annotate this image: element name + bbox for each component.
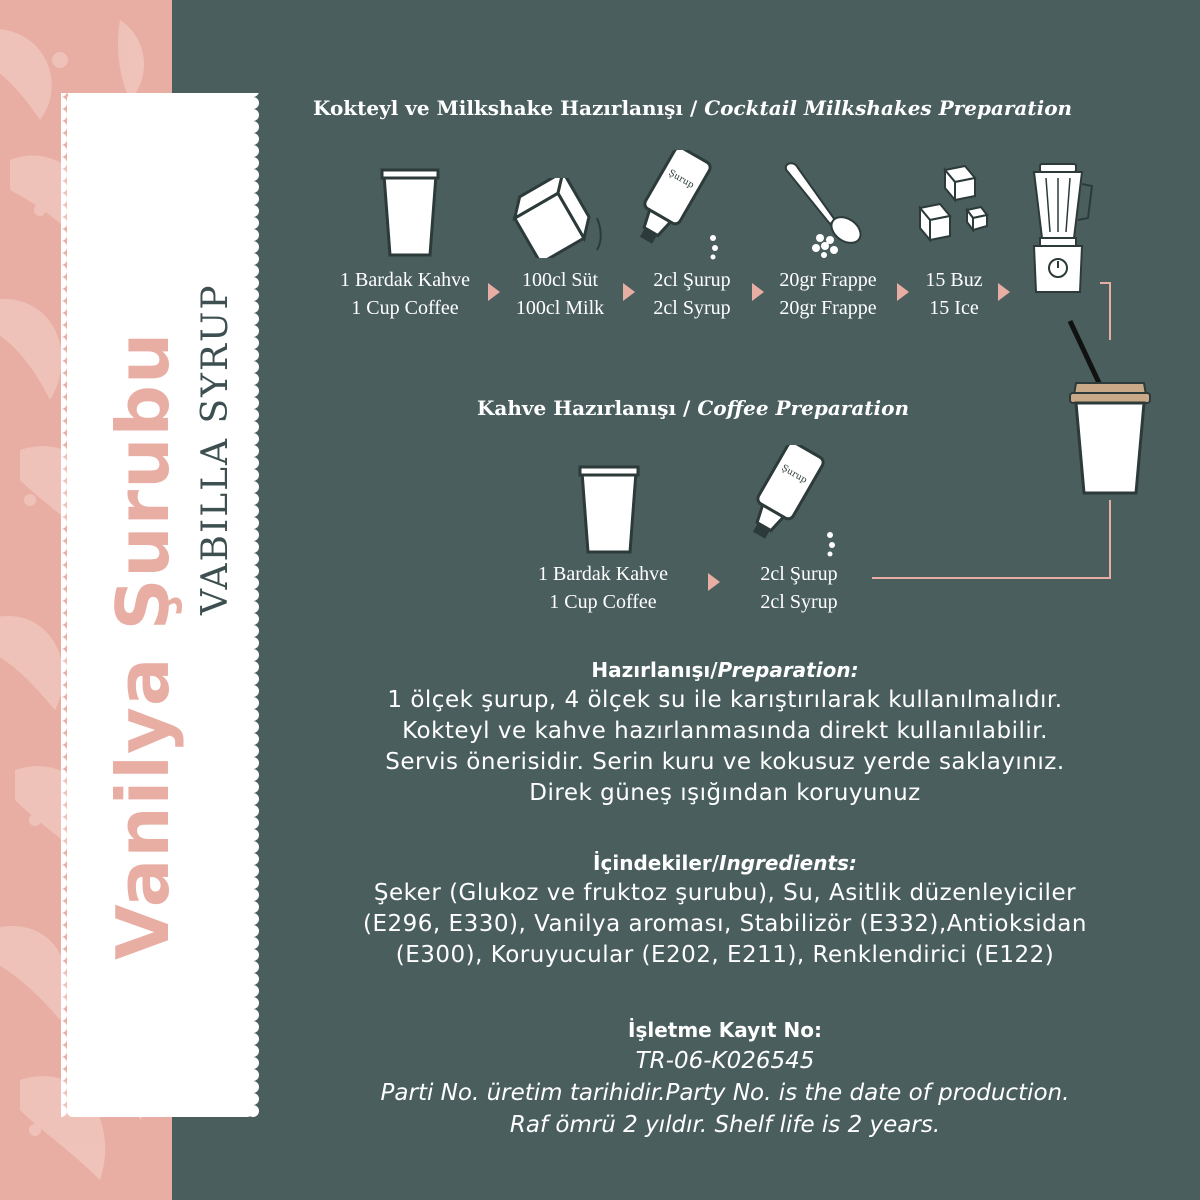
cocktail-step-2-label: 100cl Süt 100cl Milk xyxy=(515,269,605,319)
paper-cup-icon xyxy=(578,462,640,557)
registration-heading: İşletme Kayıt No: xyxy=(628,1018,822,1042)
coffee-heading-tr: Kahve Hazırlanışı / xyxy=(477,396,691,420)
preparation-section xyxy=(300,655,1150,809)
coffee-step-2-label: 2cl Şurup 2cl Syrup xyxy=(760,563,838,613)
takeaway-cup-icon xyxy=(1060,315,1160,500)
registration-section xyxy=(300,1015,1150,1141)
preparation-line: Kokteyl ve kahve hazırlanmasında direkt kullanılabilir. xyxy=(402,718,1048,744)
arrow-right-icon xyxy=(708,573,720,591)
ingredients-line: (E300), Koruyucular (E202, E211), Renklendirici (E122) xyxy=(395,942,1055,968)
ingredients-heading: İçindekiler/Ingredients: xyxy=(593,851,857,875)
preparation-line: Direk güneş ışığından koruyunuz xyxy=(529,780,921,806)
product-name: Vanilya Şurubu xyxy=(101,331,185,960)
coffee-heading xyxy=(477,396,909,420)
svg-text:Şurup: Şurup xyxy=(666,168,696,191)
ingredients-line: Şeker (Glukoz ve fruktoz şurubu), Su, Asitlik düzenleyiciler xyxy=(373,880,1077,906)
syrup-bottle-icon xyxy=(738,445,848,560)
cocktail-step-4-label: 20gr Frappe 20gr Frappe xyxy=(779,269,877,319)
cocktail-step-3-label: 2cl Şurup 2cl Syrup xyxy=(653,269,731,319)
ingredients-line: (E296, E330), Vanilya aroması, Stabilizör (E332),Antioksidan xyxy=(363,911,1087,937)
coffee-heading-en: Coffee Preparation xyxy=(697,396,909,420)
shelf-life-note: Raf ömrü 2 yıldır. Shelf life is 2 years. xyxy=(509,1112,941,1138)
preparation-line: Servis önerisidir. Serin kuru ve kokusuz yerde saklayınız. xyxy=(385,749,1065,775)
cocktail-step-5-label: 15 Buz 15 Ice xyxy=(925,269,983,319)
cocktail-heading-en: Cocktail Milkshakes Preparation xyxy=(704,96,1073,120)
preparation-line: 1 ölçek şurup, 4 ölçek su ile karıştırılarak kullanılmalıdır. xyxy=(387,687,1063,713)
cocktail-heading-tr: Kokteyl ve Milkshake Hazırlanışı / xyxy=(313,96,698,120)
preparation-heading: Hazırlanışı/Preparation: xyxy=(591,658,859,682)
coffee-step-1-label: 1 Bardak Kahve 1 Cup Coffee xyxy=(538,563,668,613)
svg-text:Şurup: Şurup xyxy=(779,463,809,486)
cocktail-step-1-label: 1 Bardak Kahve 1 Cup Coffee xyxy=(340,269,470,319)
registration-number: TR-06-K026545 xyxy=(635,1048,815,1074)
product-subtitle: VABILLA SYRUP xyxy=(195,283,236,615)
party-number-note: Parti No. üretim tarihidir.Party No. is the date of production. xyxy=(380,1080,1070,1106)
ingredients-section xyxy=(300,848,1150,971)
